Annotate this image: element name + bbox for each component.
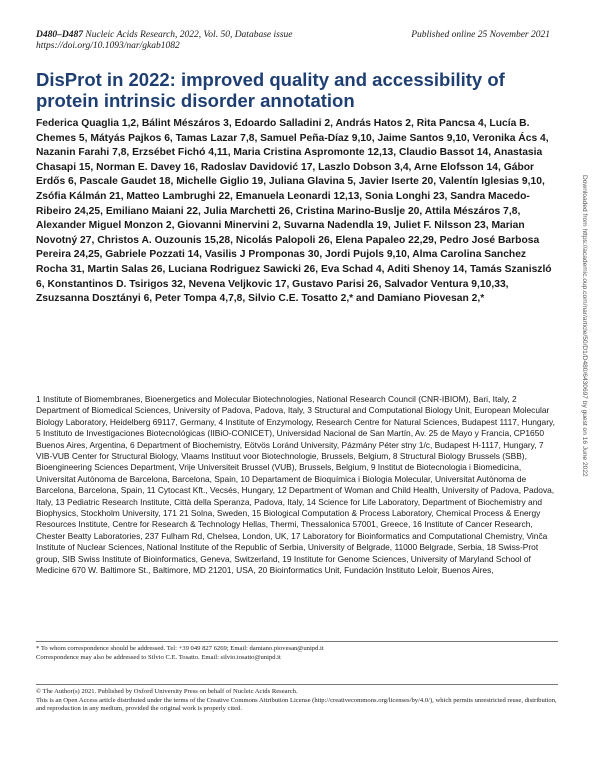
correspondence-line: * To whom correspondence should be addressed. Tel: +39 049 827 6269; Email: damiano.piovesan@unipd.it — [36, 645, 324, 652]
published-date: Published online 25 November 2021 — [411, 30, 550, 40]
copyright-line: © The Author(s) 2021. Published by Oxford University Press on behalf of Nucleic Acids Research. — [36, 688, 298, 695]
correspondence-notes — [36, 645, 558, 662]
author-list: Federica Quaglia 1,2, Bálint Mészáros 3, Edoardo Salladini 2, András Hatos 2, Rita Pancsa 4, Lucía B. Chemes 5, Mátyás Pajkos 6, Tamas Lazar 7,8, Samuel Peña-Díaz 9,10, Jaime Santos 9,10, Veronika Ács 4, Nazanin Farahi 7,8, Erzsébet Fichó 4,11, Maria Cristina Aspromonte 12,13, Claudio Bassot 14, Anastasia Chasapi 15, Norman E. Davey 16, Radoslav Davidović 17, Laszlo Dobson 3,4, Arne Elofsson 14, Gábor Erdős 6, Pascale Gaudet 18, Michelle Giglio 19, Juliana Glavina 5, Javier Iserte 20, Valentín Iglesias 9,10, Zsófia Kálmán 21, Matteo Lambrughi 22, Emanuela Leonardi 12,13, Sonia Longhi 23, Sandra Macedo-Ribeiro 24,25, Emiliano Maiani 22, Julia Marchetti 26, Cristina Marino-Buslje 20, Attila Mészáros 7,8, Alexander Miguel Monzon 2, Giovanni Minervini 2, Suvarna Nadendla 19, Juliet F. Nilsson 23, Marian Novotný 27, Christos A. Ouzounis 15,28, Nicolás Palopoli 26, Elena Papaleo 22,29, Pedro José Barbosa Pereira 24,25, Gabriele Pozzati 14, Vasilis J Promponas 30, Jordi Pujols 9,10, Alma Carolina Sanchez Rocha 31, Martin Salas 26, Luciana Rodriguez Sawicki 26, Eva Schad 4, Aditi Shenoy 14, Tamás Szaniszló 6, Konstantinos D. Tsirigos 32, Nevena Veljkovic 17, Gustavo Parisi 26, Salvador Ventura 9,10,33, Zsuzsanna Dosztányi 6, Peter Tompa 4,7,8, Silvio C.E. Tosatto 2,* and Damiano Piovesan 2,* — [36, 118, 552, 305]
download-note: Downloaded from https://academic.oup.com/nar/article/50/D1/D480/6430697 by guest on 16 June 2022 — [581, 175, 588, 477]
license-text: This is an Open Access article distributed under the terms of the Creative Commons Attribution License (http://creativecommons.org/licenses/by/4.0/), which permits unrestricted reuse, distribution, and reproduction in any medium, provided the original work is properly cited. — [36, 696, 557, 713]
license-block — [36, 688, 558, 714]
running-header — [36, 30, 550, 54]
page-range: D480–D487 — [36, 30, 83, 40]
doi-link[interactable]: https://doi.org/10.1093/nar/gkab1082 — [36, 41, 180, 51]
footnote-divider — [36, 641, 558, 642]
correspondence-line-alt: Correspondence may also be addressed to Silvio C.E. Tosatto. Email: silvio.tosatto@unipd.it — [36, 653, 281, 661]
download-watermark — [579, 175, 589, 595]
journal-citation: Nucleic Acids Research, 2022, Vol. 50, Database issue — [85, 30, 293, 40]
affiliations: 1 Institute of Biomembranes, Bioenergetics and Molecular Biotechnologies, National Research Council (CNR-IBIOM), Bari, Italy, 2 Department of Biomedical Sciences, University of Padova, Padova, Italy, 3 Structural and Computational Biology Unit, European Molecular Biology Laboratory, Heidelberg 69117, Germany, 4 Institute of Enzymology, Research Centre for Natural Sciences, Budapest 1117, Hungary, 5 Instituto de Investigaciones Biotecnológicas (IIBiO-CONICET), Universidad Nacional de San Martín, Av. 25 de Mayo y Francia, CP1650 Buenos Aires, Argentina, 6 Department of Biochemistry, Eötvös Loránd University, Pázmány Péter stny 1/c, Budapest H-1117, Hungary, 7 VIB-VUB Center for Structural Biology, Vlaams Instituut voor Biotechnologie, Brussels, Belgium, 8 Structural Biology Brussels (SBB), Bioengineering Sciences Department, Vrije Universiteit Brussel (VUB), Brussels, Belgium, 9 Institut de Biotecnologia i Biomedicina, Universitat Autònoma de Barcelona, Barcelona, Spain, 10 Departament de Bioquímica i Biologia Molecular, Universitat Autònoma de Barcelona, Barcelona, Spain, 11 Cytocast Kft., Vecsés, Hungary, 12 Department of Woman and Child Health, University of Padova, Padova, Italy, 13 Pediatric Research Institute, Città della Speranza, Padova, Italy, 14 Science for Life Laboratory, Department of Biochemistry and Biophysics, Stockholm University, 171 21 Solna, Sweden, 15 Biological Computation & Process Laboratory, Chemical Process & Energy Resources Institute, Centre for Research & Technology Hellas, Thermi, Thessalonica 57001, Greece, 16 Institute of Cancer Research, Chester Beatty Laboratories, 237 Fulham Rd, Chelsea, London, UK, 17 Laboratory for Bioinformatics and Computational Chemistry, Vinča Institute of Nuclear Sciences, National Institute of the Republic of Serbia, University of Belgrade, 11000 Belgrade, Serbia, 18 Swiss-Prot group, SIB Swiss Institute of Bioinformatics, Geneva, Switzerland, 19 Institute for Genome Sciences, University of Maryland School of Medicine 670 W. Baltimore St., Baltimore, MD 21201, USA, 20 Bioinformatics Unit, Fundación Instituto Leloir, Buenos Aires, — [36, 394, 555, 576]
license-divider — [36, 684, 558, 685]
article-title: DisProt in 2022: improved quality and accessibility of protein intrinsic disorder annotation — [36, 69, 505, 111]
